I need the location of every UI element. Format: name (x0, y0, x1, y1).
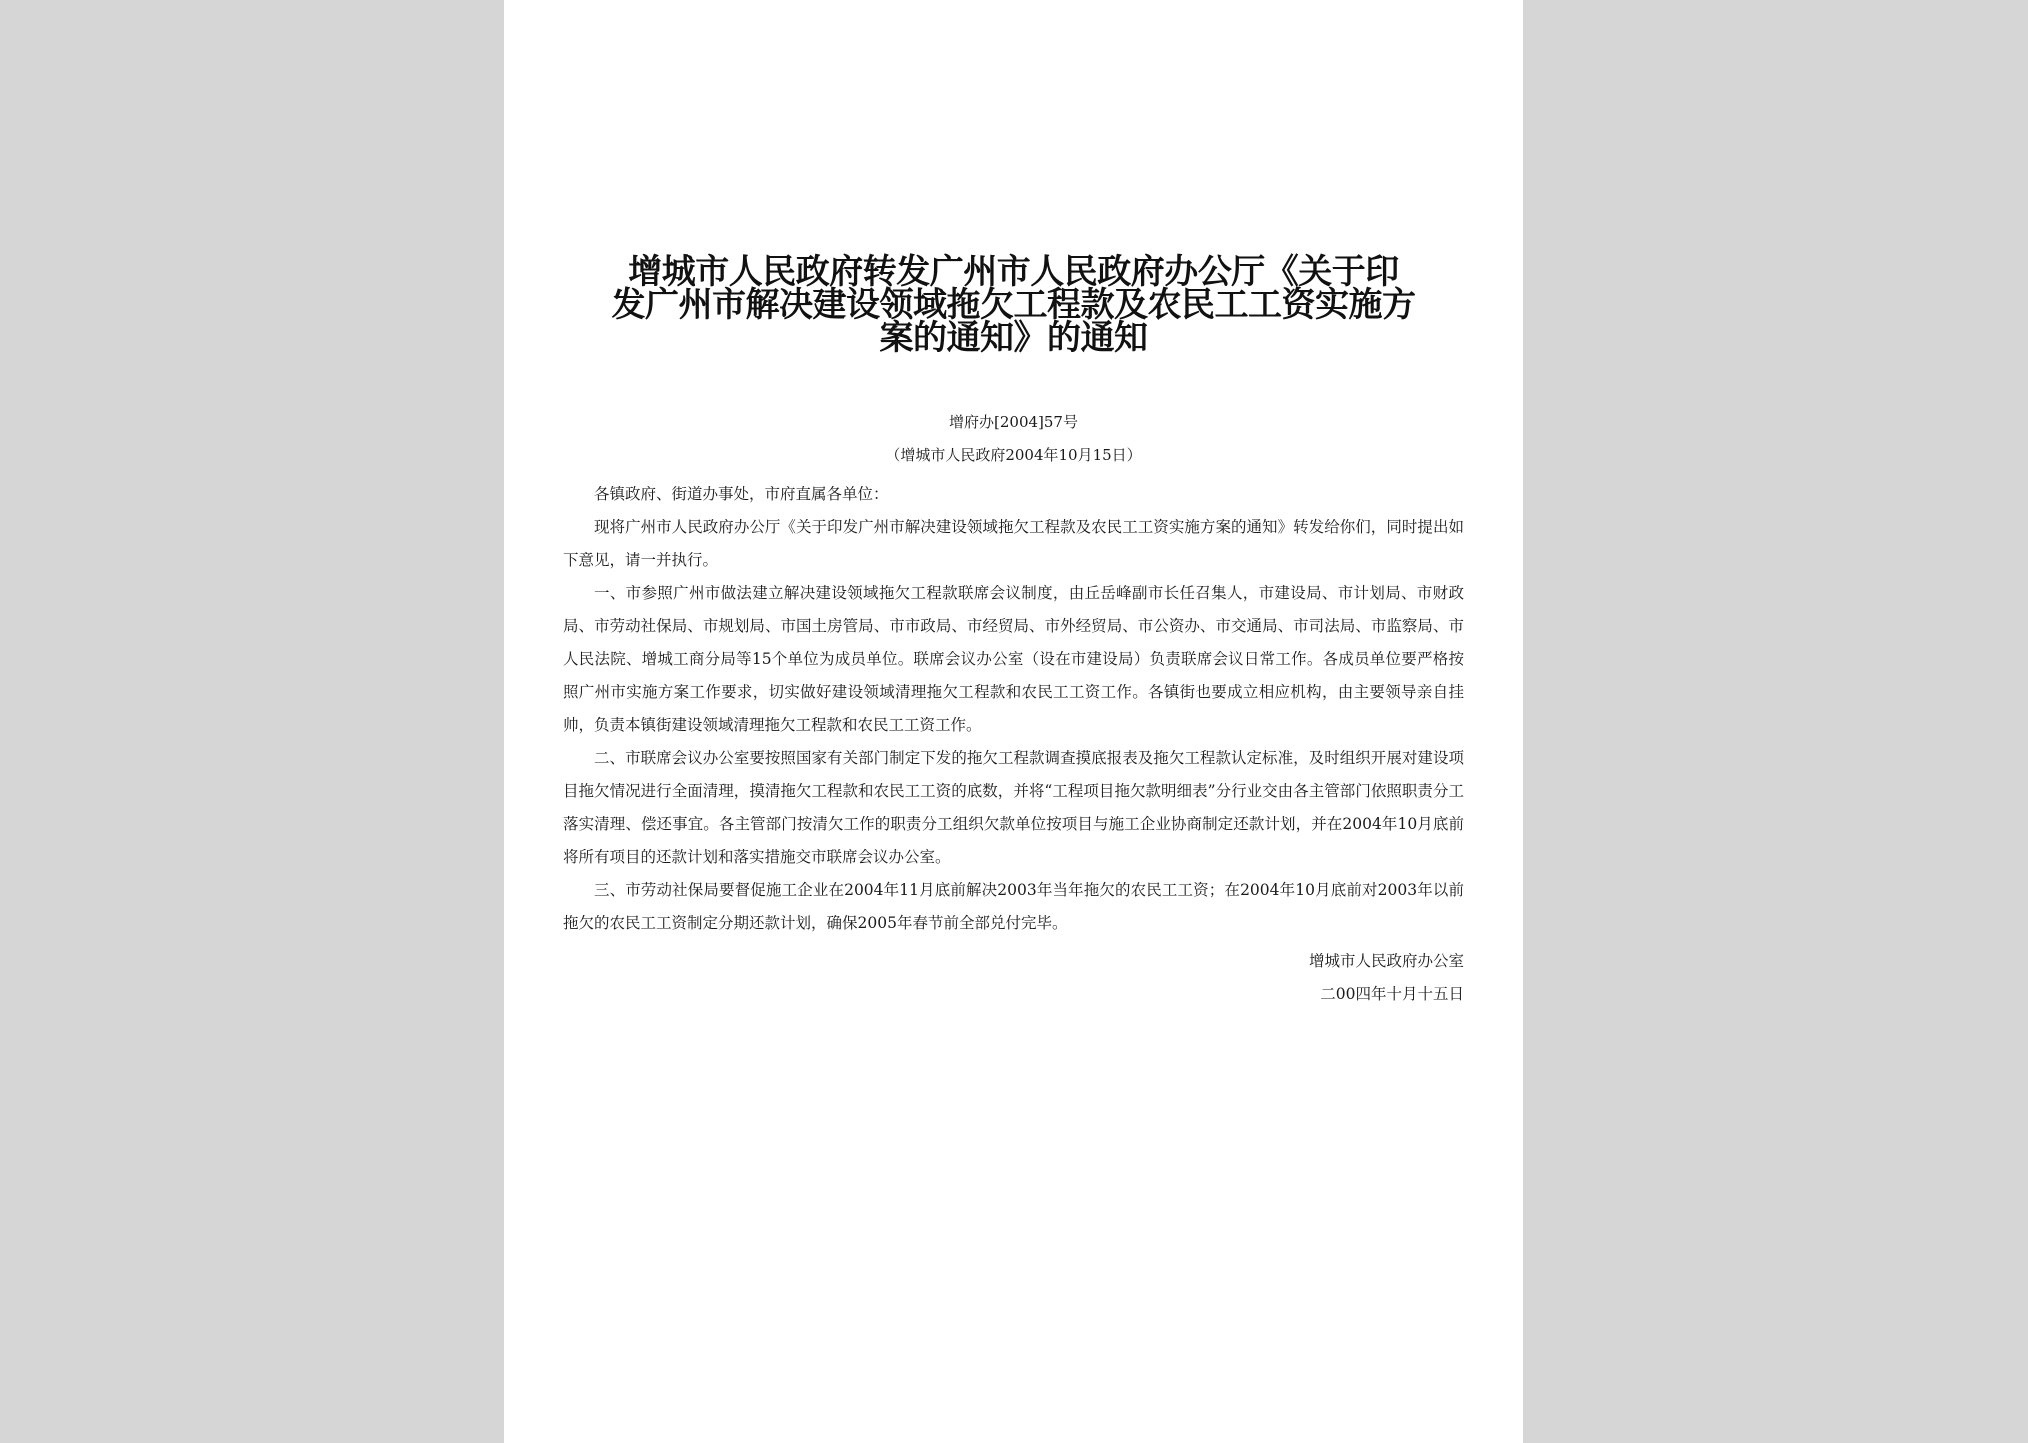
body-paragraph: 现将广州市人民政府办公厅《关于印发广州市解决建设领域拖欠工程款及农民工工资实施方案的通知》转发给你们，同时提出如下意见，请一并执行。 (563, 518, 1464, 569)
body-paragraph: 三、市劳动社保局要督促施工企业在2004年11月底前解决2003年当年拖欠的农民工工资；在2004年10月底前对2003年以前拖欠的农民工工资制定分期还款计划，确保2005年春节前全部兑付完毕。 (563, 881, 1464, 932)
document-page (504, 0, 1523, 1443)
document-title (563, 252, 1464, 358)
salutation: 各镇政府、街道办事处，市府直属各单位： (594, 485, 889, 503)
issuer-date: （增城市人民政府2004年10月15日） (885, 446, 1142, 464)
title-line: 增城市人民政府转发广州市人民政府办公厅《关于印 (628, 252, 1399, 292)
signature-date: 二00四年十月十五日 (1320, 985, 1464, 1003)
document-body (563, 478, 1464, 940)
body-paragraph: 二、市联席会议办公室要按照国家有关部门制定下发的拖欠工程款调查摸底报表及拖欠工程款认定标准，及时组织开展对建设项目拖欠情况进行全面清理，摸清拖欠工程款和农民工工资的底数，并将“工程项目拖欠款明细表”分行业交由各主管部门依照职责分工落实清理、偿还事宜。各主管部门按清欠工作的职责分工组织欠款单位按项目与施工企业协商制定还款计划，并在2004年10月底前将所有项目的还款计划和落实措施交市联席会议办公室。 (563, 749, 1464, 866)
document-number: 增府办[2004]57号 (949, 413, 1078, 431)
body-paragraph: 一、市参照广州市做法建立解决建设领域拖欠工程款联席会议制度，由丘岳峰副市长任召集人，市建设局、市计划局、市财政局、市劳动社保局、市规划局、市国土房管局、市市政局、市经贸局、市外经贸局、市公资办、市交通局、市司法局、市监察局、市人民法院、增城工商分局等15个单位为成员单位。联席会议办公室（设在市建设局）负责联席会议日常工作。各成员单位要严格按照广州市实施方案工作要求，切实做好建设领域清理拖欠工程款和农民工工资工作。各镇街也要成立相应机构，由主要领导亲自挂帅，负责本镇街建设领域清理拖欠工程款和农民工工资工作。 (563, 584, 1464, 734)
signature-organization: 增城市人民政府办公室 (1308, 952, 1464, 970)
title-line: 发广州市解决建设领域拖欠工程款及农民工工资实施方 (611, 285, 1416, 325)
title-line: 案的通知》的通知 (879, 318, 1148, 358)
